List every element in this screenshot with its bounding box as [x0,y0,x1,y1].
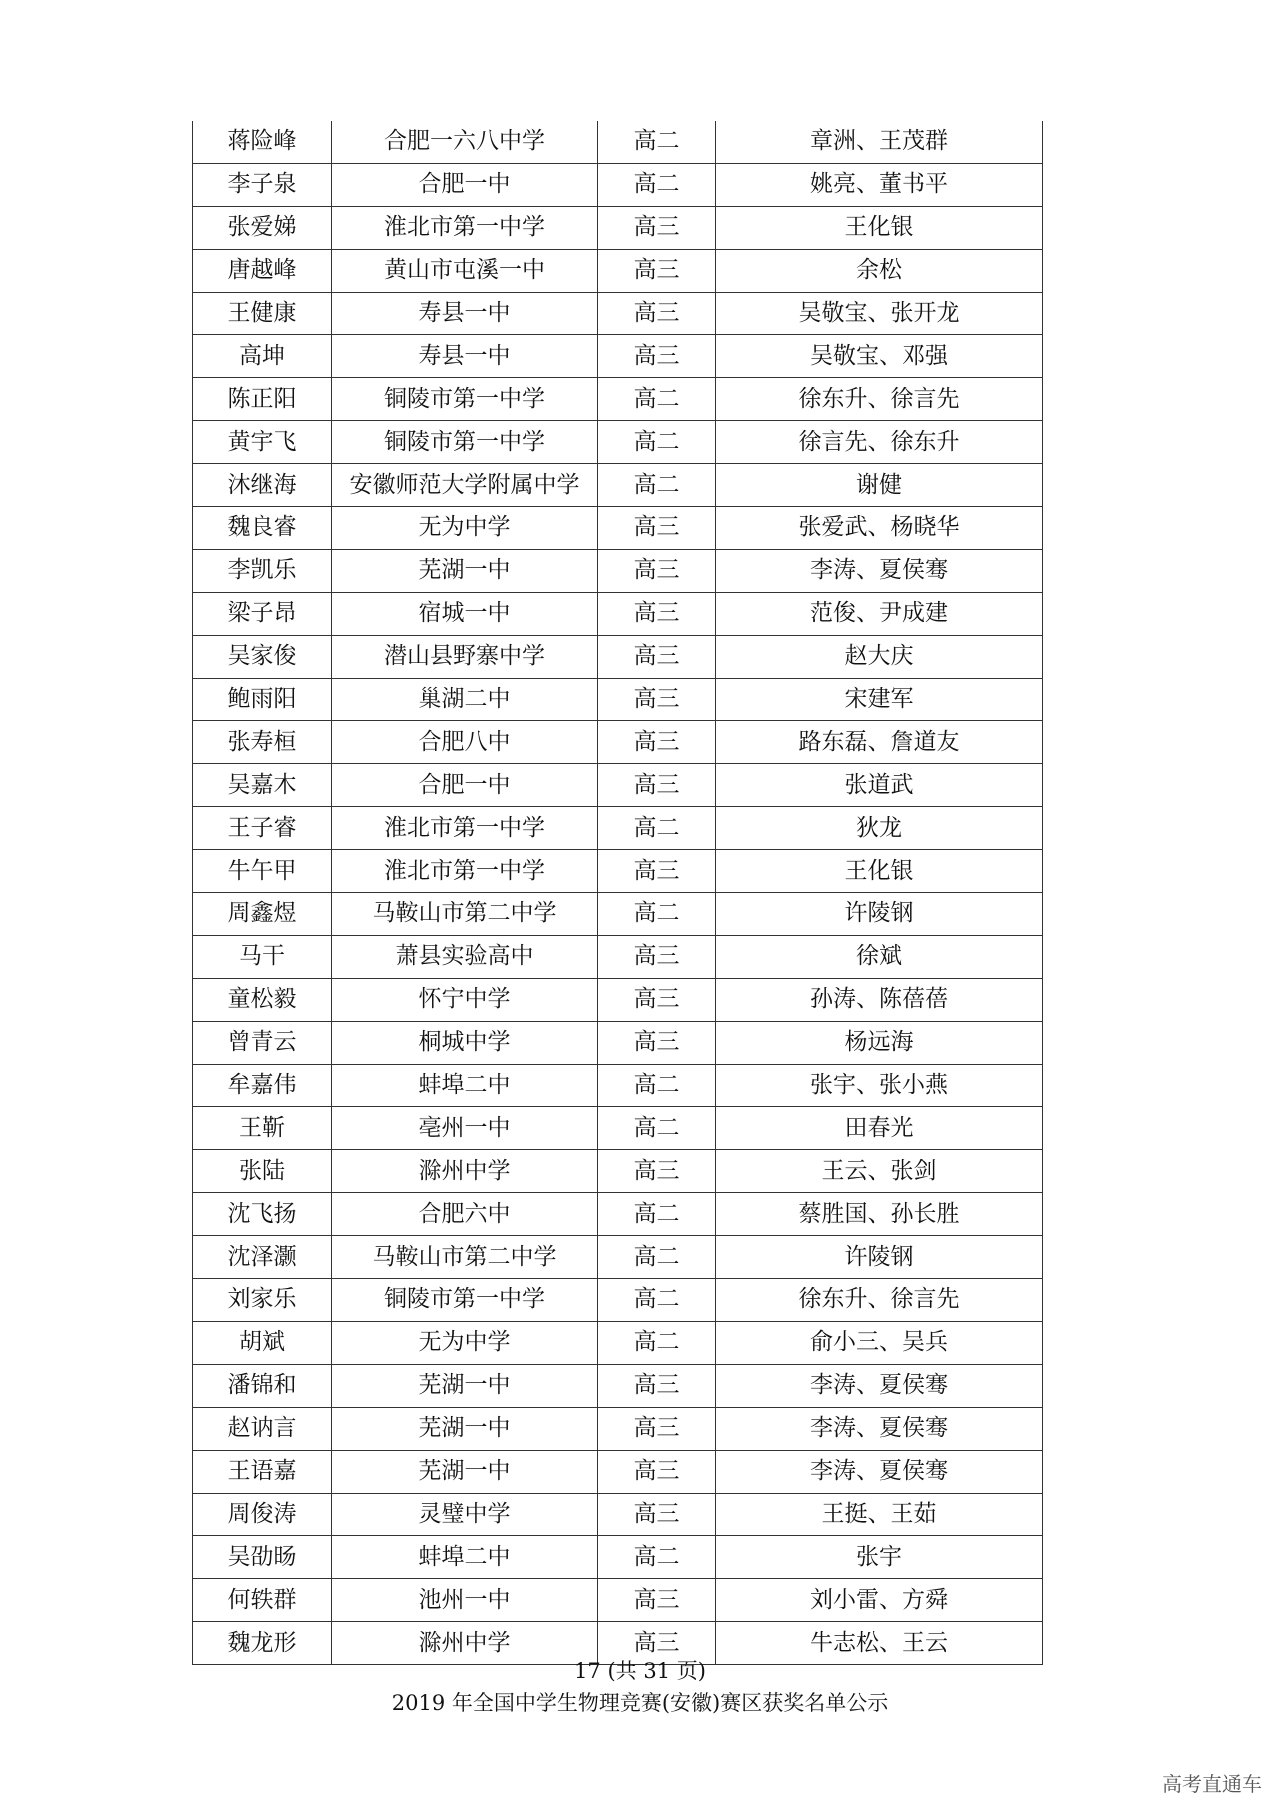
student-name-cell: 赵讷言 [193,1407,332,1450]
table-row [193,507,1043,550]
coach-cell: 张宇 [716,1536,1043,1579]
coach-cell: 赵大庆 [716,635,1043,678]
student-name-cell: 吴家俊 [193,635,332,678]
coach-cell: 许陵钢 [716,1236,1043,1279]
coach-cell: 牛志松、王云 [716,1622,1043,1665]
coach-cell: 李涛、夏侯骞 [716,1450,1043,1493]
coach-cell: 刘小雷、方舜 [716,1579,1043,1622]
student-name-cell: 周鑫煜 [193,893,332,936]
grade-cell: 高三 [598,1407,716,1450]
coach-cell: 范俊、尹成建 [716,592,1043,635]
student-name-cell: 陈正阳 [193,378,332,421]
student-name-cell: 魏龙形 [193,1622,332,1665]
grade-cell: 高二 [598,1064,716,1107]
student-name-cell: 刘家乐 [193,1279,332,1322]
school-cell: 寿县一中 [332,335,598,378]
award-list-table [192,121,1043,1665]
grade-cell: 高二 [598,464,716,507]
school-cell: 合肥一中 [332,764,598,807]
table-row [193,1407,1043,1450]
coach-cell: 孙涛、陈蓓蓓 [716,978,1043,1021]
grade-cell: 高二 [598,163,716,206]
grade-cell: 高二 [598,1536,716,1579]
student-name-cell: 沈泽灏 [193,1236,332,1279]
table-row [193,1321,1043,1364]
student-name-cell: 沐继海 [193,464,332,507]
table-row [193,1493,1043,1536]
grade-cell: 高三 [598,1021,716,1064]
student-name-cell: 王子睿 [193,807,332,850]
coach-cell: 宋建军 [716,678,1043,721]
coach-cell: 张道武 [716,764,1043,807]
grade-cell: 高三 [598,1579,716,1622]
coach-cell: 俞小三、吴兵 [716,1321,1043,1364]
table-row [193,206,1043,249]
school-cell: 芜湖一中 [332,1450,598,1493]
school-cell: 芜湖一中 [332,1407,598,1450]
student-name-cell: 王语嘉 [193,1450,332,1493]
coach-cell: 狄龙 [716,807,1043,850]
grade-cell: 高三 [598,1364,716,1407]
student-name-cell: 魏良睿 [193,507,332,550]
school-cell: 潜山县野寨中学 [332,635,598,678]
grade-cell: 高三 [598,1622,716,1665]
grade-cell: 高二 [598,1279,716,1322]
grade-cell: 高二 [598,1193,716,1236]
coach-cell: 王挺、王茹 [716,1493,1043,1536]
student-name-cell: 周俊涛 [193,1493,332,1536]
grade-cell: 高二 [598,378,716,421]
coach-cell: 张宇、张小燕 [716,1064,1043,1107]
school-cell: 合肥八中 [332,721,598,764]
student-name-cell: 潘锦和 [193,1364,332,1407]
grade-cell: 高三 [598,764,716,807]
coach-cell: 田春光 [716,1107,1043,1150]
coach-cell: 张爱武、杨晓华 [716,507,1043,550]
school-cell: 亳州一中 [332,1107,598,1150]
coach-cell: 谢健 [716,464,1043,507]
grade-cell: 高二 [598,893,716,936]
student-name-cell: 王靳 [193,1107,332,1150]
coach-cell: 李涛、夏侯骞 [716,549,1043,592]
watermark-text: 高考直通车 [1162,1772,1262,1796]
student-name-cell: 曾青云 [193,1021,332,1064]
coach-cell: 王化银 [716,850,1043,893]
school-cell: 池州一中 [332,1579,598,1622]
student-name-cell: 张寿桓 [193,721,332,764]
table-row [193,807,1043,850]
grade-cell: 高二 [598,1321,716,1364]
grade-cell: 高三 [598,592,716,635]
school-cell: 黄山市屯溪一中 [332,249,598,292]
student-name-cell: 鲍雨阳 [193,678,332,721]
table-row [193,1450,1043,1493]
student-name-cell: 何轶群 [193,1579,332,1622]
grade-cell: 高三 [598,507,716,550]
table-row [193,335,1043,378]
grade-cell: 高三 [598,249,716,292]
school-cell: 马鞍山市第二中学 [332,1236,598,1279]
table-row [193,764,1043,807]
footer-title: 2019 年全国中学生物理竞赛(安徽)赛区获奖名单公示 [391,1691,889,1715]
coach-cell: 李涛、夏侯骞 [716,1407,1043,1450]
grade-cell: 高三 [598,635,716,678]
grade-cell: 高三 [598,206,716,249]
school-cell: 铜陵市第一中学 [332,421,598,464]
school-cell: 宿城一中 [332,592,598,635]
grade-cell: 高三 [598,935,716,978]
school-cell: 寿县一中 [332,292,598,335]
table-row [193,292,1043,335]
student-name-cell: 童松毅 [193,978,332,1021]
student-name-cell: 张爱娣 [193,206,332,249]
table-row [193,1021,1043,1064]
school-cell: 滁州中学 [332,1150,598,1193]
table-row [193,378,1043,421]
student-name-cell: 吴嘉木 [193,764,332,807]
table-row [193,464,1043,507]
table-row [193,678,1043,721]
grade-cell: 高二 [598,421,716,464]
table-row [193,121,1043,163]
grade-cell: 高三 [598,1493,716,1536]
student-name-cell: 唐越峰 [193,249,332,292]
grade-cell: 高三 [598,292,716,335]
school-cell: 淮北市第一中学 [332,850,598,893]
table-row [193,635,1043,678]
coach-cell: 吴敬宝、张开龙 [716,292,1043,335]
coach-cell: 许陵钢 [716,893,1043,936]
coach-cell: 李涛、夏侯骞 [716,1364,1043,1407]
student-name-cell: 黄宇飞 [193,421,332,464]
table-row [193,163,1043,206]
grade-cell: 高三 [598,721,716,764]
school-cell: 铜陵市第一中学 [332,378,598,421]
grade-cell: 高三 [598,1450,716,1493]
school-cell: 无为中学 [332,1321,598,1364]
table-row [193,592,1043,635]
school-cell: 马鞍山市第二中学 [332,893,598,936]
school-cell: 淮北市第一中学 [332,807,598,850]
school-cell: 芜湖一中 [332,1364,598,1407]
table-row [193,935,1043,978]
student-name-cell: 马干 [193,935,332,978]
school-cell: 滁州中学 [332,1622,598,1665]
table-row [193,1579,1043,1622]
school-cell: 灵璧中学 [332,1493,598,1536]
table-row [193,1279,1043,1322]
table-row [193,1193,1043,1236]
coach-cell: 王化银 [716,206,1043,249]
school-cell: 淮北市第一中学 [332,206,598,249]
student-name-cell: 蒋险峰 [193,121,332,163]
grade-cell: 高三 [598,978,716,1021]
school-cell: 无为中学 [332,507,598,550]
table-row [193,1150,1043,1193]
page-number: 17 (共 31 页) [574,1659,706,1683]
coach-cell: 徐斌 [716,935,1043,978]
student-name-cell: 梁子昂 [193,592,332,635]
coach-cell: 徐言先、徐东升 [716,421,1043,464]
grade-cell: 高二 [598,807,716,850]
student-name-cell: 胡斌 [193,1321,332,1364]
table-row [193,421,1043,464]
school-cell: 萧县实验高中 [332,935,598,978]
coach-cell: 徐东升、徐言先 [716,378,1043,421]
student-name-cell: 李凯乐 [193,549,332,592]
school-cell: 安徽师范大学附属中学 [332,464,598,507]
student-name-cell: 牛午甲 [193,850,332,893]
table-row [193,1364,1043,1407]
grade-cell: 高三 [598,678,716,721]
school-cell: 怀宁中学 [332,978,598,1021]
table-row [193,1064,1043,1107]
coach-cell: 路东磊、詹道友 [716,721,1043,764]
school-cell: 合肥一六八中学 [332,121,598,163]
school-cell: 巢湖二中 [332,678,598,721]
grade-cell: 高三 [598,335,716,378]
table-row [193,978,1043,1021]
student-name-cell: 沈飞扬 [193,1193,332,1236]
table-row [193,721,1043,764]
table-body [193,121,1043,1665]
school-cell: 蚌埠二中 [332,1064,598,1107]
coach-cell: 余松 [716,249,1043,292]
school-cell: 合肥六中 [332,1193,598,1236]
grade-cell: 高二 [598,1107,716,1150]
grade-cell: 高三 [598,850,716,893]
student-name-cell: 王健康 [193,292,332,335]
grade-cell: 高二 [598,1236,716,1279]
table-row [193,893,1043,936]
table-row [193,249,1043,292]
grade-cell: 高三 [598,1150,716,1193]
student-name-cell: 李子泉 [193,163,332,206]
coach-cell: 吴敬宝、邓强 [716,335,1043,378]
coach-cell: 蔡胜国、孙长胜 [716,1193,1043,1236]
school-cell: 蚌埠二中 [332,1536,598,1579]
table-row [193,1536,1043,1579]
student-name-cell: 张陆 [193,1150,332,1193]
student-name-cell: 高坤 [193,335,332,378]
coach-cell: 章洲、王茂群 [716,121,1043,163]
table-row [193,549,1043,592]
table-row [193,1107,1043,1150]
school-cell: 铜陵市第一中学 [332,1279,598,1322]
school-cell: 芜湖一中 [332,549,598,592]
table-row [193,1236,1043,1279]
coach-cell: 王云、张剑 [716,1150,1043,1193]
coach-cell: 杨远海 [716,1021,1043,1064]
student-name-cell: 吴劭旸 [193,1536,332,1579]
grade-cell: 高三 [598,549,716,592]
grade-cell: 高二 [598,121,716,163]
school-cell: 合肥一中 [332,163,598,206]
coach-cell: 姚亮、董书平 [716,163,1043,206]
school-cell: 桐城中学 [332,1021,598,1064]
table-row [193,850,1043,893]
student-name-cell: 牟嘉伟 [193,1064,332,1107]
coach-cell: 徐东升、徐言先 [716,1279,1043,1322]
